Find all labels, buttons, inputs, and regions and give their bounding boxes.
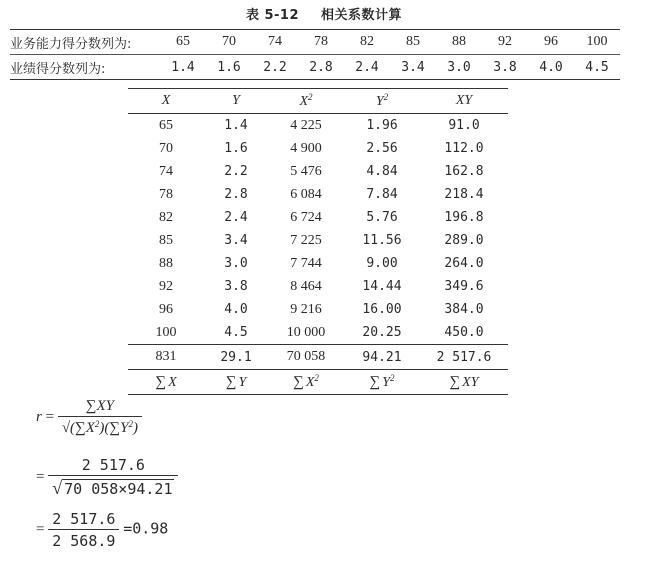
sum-label-y: ∑ Y: [204, 370, 268, 395]
x-cell: 70: [159, 140, 173, 156]
y-cell: 4.5: [224, 325, 248, 340]
sum-cell: 2 517.6: [420, 345, 508, 370]
x-squared-cell: 7 225: [290, 232, 322, 248]
table-row: [128, 183, 508, 206]
raw-y-value: 2.2: [263, 59, 287, 75]
y-cell: 3.0: [224, 256, 248, 271]
header-x-squared: $X^2$: [268, 89, 344, 114]
x-squared-cell: 9 216: [290, 301, 322, 317]
raw-x-value: 65: [176, 34, 190, 49]
formula-result: =0.98: [123, 519, 169, 538]
caption-number: 表 5-12: [245, 8, 300, 23]
header-x: X: [128, 89, 204, 114]
sum-cell: 94.21: [344, 345, 420, 370]
raw-x-value: 96: [544, 34, 558, 49]
sum-label-x-squared: ∑ $X^2$: [268, 370, 344, 395]
raw-x-value: 70: [222, 34, 236, 49]
y-squared-cell: 1.96: [366, 118, 398, 133]
sum-cell: 831: [128, 345, 204, 370]
raw-y-value: 3.4: [401, 59, 425, 75]
raw-y-value: 3.0: [447, 59, 471, 75]
table-caption: [0, 4, 648, 23]
fraction-denominator: $√(\sum X^2)(\sum Y^2)$: [61, 419, 138, 436]
x-squared-cell: 6 084: [290, 186, 322, 202]
caption-title: 相关系数计算: [321, 8, 403, 23]
correlation-table: [128, 88, 508, 395]
raw-y-value: 1.6: [217, 59, 241, 75]
x-cell: 82: [159, 209, 173, 225]
formula-line-3: [36, 510, 168, 550]
formula-fraction-3: [48, 510, 119, 550]
xy-cell: 112.0: [444, 141, 484, 156]
raw-y-value: 4.0: [539, 59, 563, 75]
raw-y-label: 业绩得分数列为:: [10, 61, 106, 77]
formula-fraction-1: [58, 398, 142, 437]
y-squared-cell: 20.25: [362, 325, 402, 340]
raw-y-value: 2.4: [355, 59, 379, 75]
xy-cell: 91.0: [448, 118, 480, 133]
x-cell: 74: [159, 163, 173, 179]
sum-label-y-squared: ∑ $Y^2$: [344, 370, 420, 395]
y-cell: 1.6: [224, 141, 248, 156]
y-squared-cell: 16.00: [362, 302, 402, 317]
y-cell: 3.4: [224, 233, 248, 248]
raw-y-value: 3.8: [493, 59, 517, 75]
y-cell: 4.0: [224, 302, 248, 317]
raw-x-value: 88: [452, 34, 466, 49]
table-row: [128, 321, 508, 345]
x-cell: 96: [159, 301, 173, 317]
raw-y-value: 1.4: [171, 59, 195, 75]
formula-line-1: [36, 398, 142, 437]
raw-x-value: 100: [586, 34, 608, 49]
table-row: [128, 298, 508, 321]
x-cell: 100: [155, 324, 177, 340]
sum-label-x: ∑ X: [128, 370, 204, 395]
xy-cell: 289.0: [444, 233, 484, 248]
x-squared-cell: 8 464: [290, 278, 322, 294]
xy-cell: 264.0: [444, 256, 484, 271]
table-row: [128, 137, 508, 160]
sum-label-row: [128, 370, 508, 395]
sum-label-xy: ∑ XY: [420, 370, 508, 395]
raw-x-values: [160, 34, 620, 50]
y-cell: 1.4: [224, 118, 248, 133]
raw-y-row: [10, 54, 620, 79]
y-squared-cell: 7.84: [366, 187, 398, 202]
x-cell: 65: [159, 117, 173, 133]
raw-y-value: 2.8: [309, 59, 333, 75]
formula-equals: =: [36, 521, 45, 538]
xy-cell: 450.0: [444, 325, 484, 340]
xy-cell: 349.6: [444, 279, 484, 294]
raw-score-table: [10, 29, 620, 80]
x-cell: 85: [159, 232, 173, 248]
table-row: [128, 252, 508, 275]
header-xy: XY: [420, 89, 508, 114]
sum-cell: 29.1: [204, 345, 268, 370]
x-cell: 78: [159, 186, 173, 202]
raw-x-value: 74: [268, 34, 282, 49]
y-cell: 2.4: [224, 210, 248, 225]
header-y-squared: $Y^2$: [344, 89, 420, 114]
x-squared-cell: 4 900: [290, 140, 322, 156]
raw-x-value: 82: [360, 34, 374, 49]
formula-equals: =: [45, 408, 55, 425]
x-squared-cell: 5 476: [290, 163, 322, 179]
y-squared-cell: 11.56: [362, 233, 402, 248]
sum-cell: 70 058: [268, 345, 344, 370]
y-squared-cell: 5.76: [366, 210, 398, 225]
formula-equals: =: [36, 468, 45, 485]
x-squared-cell: 10 000: [286, 324, 326, 340]
table-row: [128, 206, 508, 229]
header-y: Y: [204, 89, 268, 114]
xy-cell: 384.0: [444, 302, 484, 317]
fraction-numerator: ∑XY: [58, 398, 142, 417]
raw-x-value: 85: [406, 34, 420, 49]
formula-line-2: [36, 456, 178, 499]
x-cell: 92: [159, 278, 173, 294]
y-cell: 3.8: [224, 279, 248, 294]
formula-r: r: [36, 408, 42, 425]
fraction-numerator: 2 517.6: [48, 510, 119, 530]
fraction-denominator: √ 70 058×94.21: [52, 478, 173, 498]
table-row: [128, 229, 508, 252]
fraction-denominator: 2 568.9: [52, 532, 116, 550]
y-squared-cell: 9.00: [366, 256, 398, 271]
x-squared-cell: 4 225: [290, 117, 322, 133]
raw-x-value: 92: [498, 34, 512, 49]
x-cell: 88: [159, 255, 173, 271]
sum-row: [128, 345, 508, 370]
table-row: [128, 114, 508, 138]
y-squared-cell: 4.84: [366, 164, 398, 179]
y-cell: 2.8: [224, 187, 248, 202]
xy-cell: 162.8: [444, 164, 484, 179]
table-row: [128, 160, 508, 183]
xy-cell: 218.4: [444, 187, 484, 202]
xy-cell: 196.8: [444, 210, 484, 225]
y-squared-cell: 2.56: [366, 141, 398, 156]
raw-x-value: 78: [314, 34, 328, 49]
y-squared-cell: 14.44: [362, 279, 402, 294]
table-row: [128, 275, 508, 298]
table-body: [128, 114, 508, 345]
raw-y-values: [160, 60, 620, 75]
y-cell: 2.2: [224, 164, 248, 179]
formula-fraction-2: [48, 456, 178, 499]
raw-y-value: 4.5: [585, 59, 609, 75]
table-header-row: [128, 89, 508, 114]
raw-x-row: [10, 30, 620, 54]
fraction-numerator: 2 517.6: [48, 456, 178, 476]
raw-x-label: 业务能力得分数列为:: [10, 36, 132, 52]
x-squared-cell: 7 744: [290, 255, 322, 271]
x-squared-cell: 6 724: [290, 209, 322, 225]
